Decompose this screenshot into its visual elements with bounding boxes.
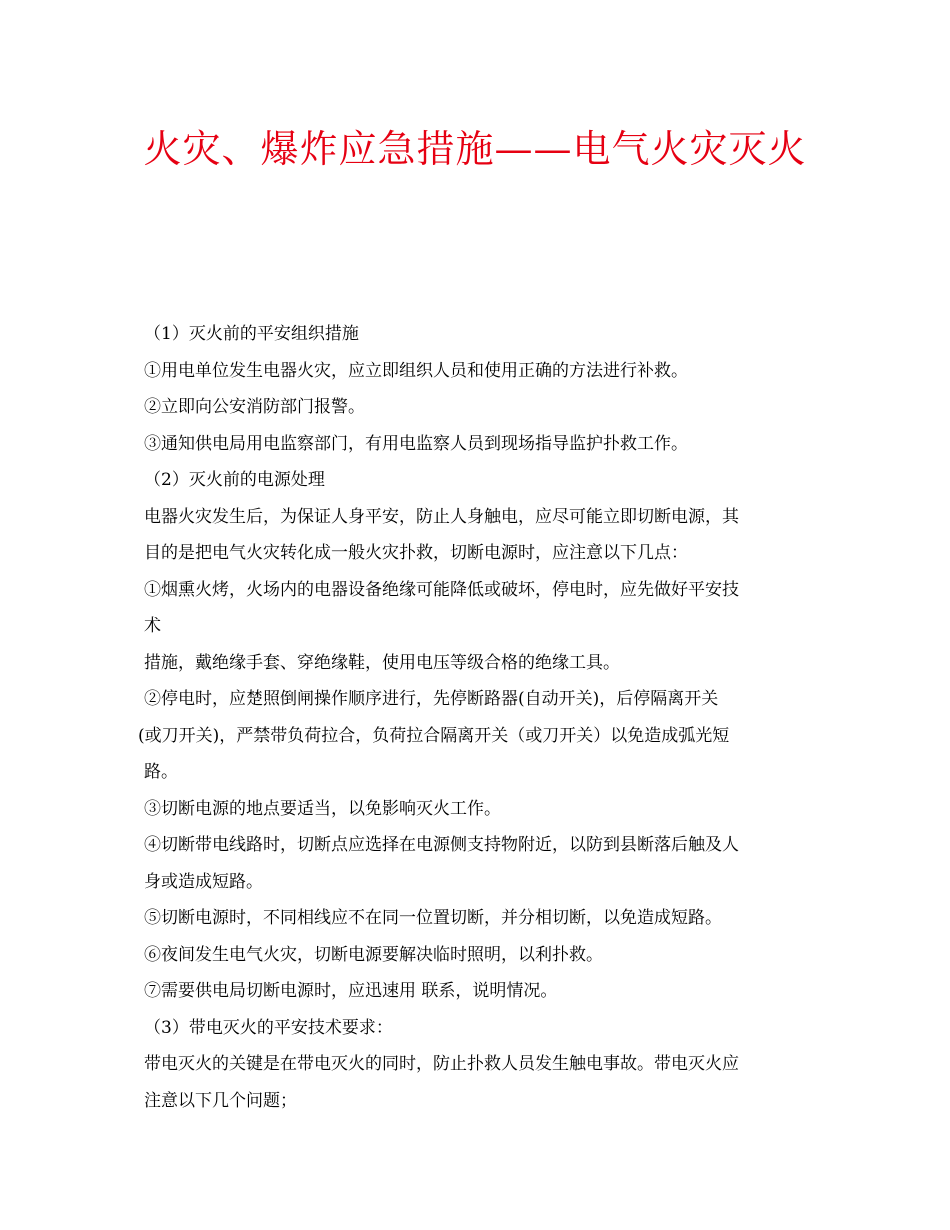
section-heading-2: （2）灭火前的电源处理	[144, 470, 325, 490]
paragraph-line: ③切断电源的地点要适当，以免影响灭火工作。	[144, 798, 501, 819]
paragraph-line: ⑤切断电源时，不同相线应不在同一位置切断，并分相切断，以免造成短路。	[144, 908, 722, 928]
section-heading-3: （3）带电灭火的平安技术要求：	[144, 1017, 393, 1038]
paragraph-line: ③通知供电局用电监察部门，有用电监察人员到现场指导监护扑救工作。	[144, 433, 688, 454]
paragraph-line: 电器火灾发生后，为保证人身平安，防止人身触电，应尽可能立即切断电源，其	[144, 506, 739, 527]
paragraph-line: ②立即向公安消防部门报警。	[144, 397, 365, 417]
paragraph-line: 术	[144, 616, 161, 636]
paragraph-line: 路。	[144, 762, 178, 782]
paragraph-line: ②停电时，应楚照倒闸操作顺序进行，先停断路器(自动开关)，后停隔离开关	[144, 689, 719, 709]
paragraph-line: 注意以下几个问题；	[144, 1090, 297, 1111]
paragraph-line: ⑥夜间发生电气火灾，切断电源要解决临时照明，以利扑救。	[144, 944, 603, 965]
section-heading-1: （1）灭火前的平安组织措施	[144, 324, 359, 344]
paragraph-line: ④切断带电线路时，切断点应选择在电源侧支持物附近，以防到县断落后触及人	[144, 835, 739, 855]
paragraph-line: 措施，戴绝缘手套、穿绝缘鞋，使用电压等级合格的绝缘工具。	[144, 652, 620, 673]
paragraph-line: ①烟熏火烤，火场内的电器设备绝缘可能降低或破坏，停电时，应先做好平安技	[144, 579, 739, 600]
paragraph-line: ⑦需要供电局切断电源时，应迅速用 联系，说明情况。	[144, 981, 558, 1001]
paragraph-line: 带电灭火的关键是在带电灭火的同时，防止扑救人员发生触电事故。带电灭火应	[144, 1054, 739, 1074]
paragraph-line: (或刀开关)，严禁带负荷拉合，负荷拉合隔离开关（或刀开关）以免造成弧光短	[138, 725, 730, 746]
paragraph-line: 身或造成短路。	[144, 871, 263, 892]
paragraph-line: ①用电单位发生电器火灾，应立即组织人员和使用正确的方法进行补救。	[144, 360, 688, 381]
document-body	[138, 316, 809, 1119]
page-title: 火灾、爆炸应急措施——电气火灾灭火	[143, 127, 807, 171]
paragraph-line: 目的是把电气火灾转化成一般火灾扑救，切断电源时，应注意以下几点：	[144, 543, 688, 563]
